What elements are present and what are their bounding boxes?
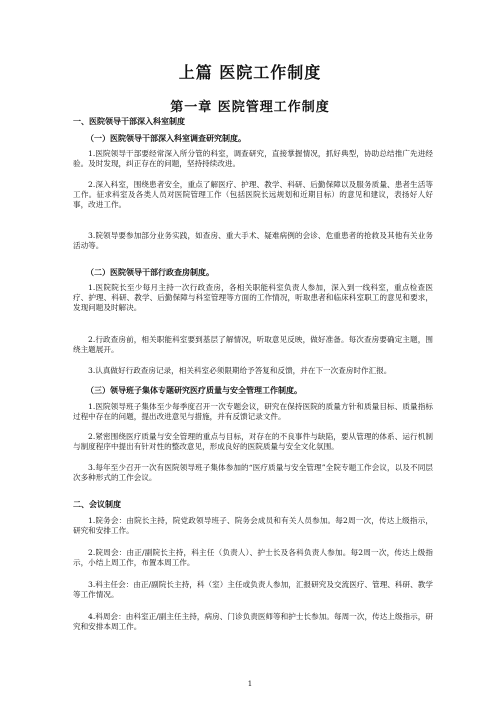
paragraph: 1.医院领导干部要经常深入所分管的科室，调查研究，直接掌握情况，抓好典型，协助总结推广先进经验。及时发现，纠正存在的问题，坚持持续改进。 bbox=[73, 149, 433, 168]
section-1-heading: 一、医院领导干部深入科室制度 bbox=[73, 116, 185, 126]
paragraph: 1.医院领导班子集体至少每季度召开一次专题会议，研究在保持医院的质量方针和质量目标、质量指标过程中存在的问题，提出改进意见与措施，并有反馈记录文件。 bbox=[73, 402, 433, 421]
paragraph: 2.深入科室，围绕患者安全，重点了解医疗、护理、教学、科研、后勤保障以及服务质量、患者生活等工作。征求科室及各类人员对医院管理工作（包括医院长远规划和近期目标）的意见和建议，表扬好人好事，改进工作。 bbox=[73, 180, 433, 209]
paragraph: 2.院周会：由正/副院长主持，科主任（负责人）、护士长及各科负责人参加。每2周一次，传达上级指示，小结上周工作，布置本周工作。 bbox=[73, 548, 433, 567]
section-2-heading: 二、会议制度 bbox=[73, 499, 121, 509]
part-title: 上篇 医院工作制度 bbox=[178, 63, 322, 82]
subsection-2-heading: （二）医院领导干部行政查房制度。 bbox=[86, 267, 214, 277]
paragraph: 1.院务会：由院长主持，院党政领导班子、院务会成员和有关人员参加。每2周一次，传达上级指示，研究和安排工作。 bbox=[73, 516, 433, 535]
paragraph: 2.紧密围绕医疗质量与安全管理的重点与目标，对存在的不良事件与缺陷，要从管理的体系、运行机制与制度程序中提出有针对性的整改意见，形成良好的医院质量与安全文化氛围。 bbox=[73, 432, 433, 451]
page-number: 1 bbox=[247, 680, 253, 688]
paragraph: 3.认真做好行政查房记录，相关科室必须限期给予答复和反馈，并在下一次查房时作汇报。 bbox=[88, 366, 392, 375]
paragraph: 2.行政查房前，相关职能科室要到基层了解情况，听取意见反映，做好准备。每次查房要确定主题，围绕主题展开。 bbox=[73, 335, 433, 354]
paragraph: 3.院领导要参加部分业务实践，如查房、重大手术、疑难病例的会诊、危重患者的抢救及其他有关业务活动等。 bbox=[73, 231, 433, 250]
paragraph: 3.每年至少召开一次有医院领导班子集体参加的“医疗质量与安全管理”全院专题工作会议，以及不同层次多种形式的工作会议。 bbox=[73, 463, 433, 482]
paragraph: 4.科周会：由科室正/副主任主持，病房、门诊负责医师等和护士长参加。每周一次，传达上级指示，研究和安排本周工作。 bbox=[73, 612, 433, 631]
chapter-title: 第一章 医院管理工作制度 bbox=[170, 100, 330, 115]
paragraph: 3.科主任会：由正/副院长主持，科（室）主任或负责人参加，汇报研究及交流医疗、管理、科研、教学等工作情况。 bbox=[73, 580, 433, 599]
subsection-1-heading: （一）医院领导干部深入科室调查研究制度。 bbox=[86, 133, 246, 143]
subsection-3-heading: （三）领导班子集体专题研究医疗质量与安全管理工作制度。 bbox=[86, 385, 302, 395]
paragraph: 1.医院院长至少每月主持一次行政查房，各相关职能科室负责人参加，深入到一线科室，重点检查医疗、护理、科研、教学、后勤保障与科室管理等方面的工作情况，听取患者和临床科室职工的意见和要求，发现问题及时解决。 bbox=[73, 283, 433, 312]
